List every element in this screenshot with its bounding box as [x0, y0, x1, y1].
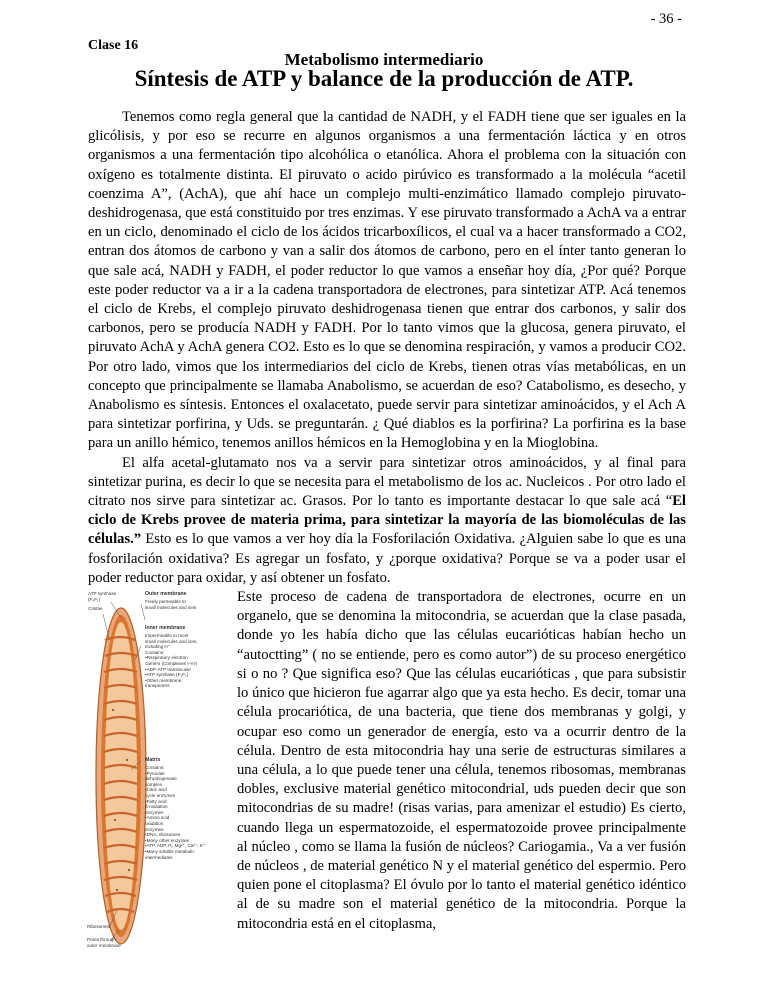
- paragraph-2-after: Esto es lo que vamos a ver hoy día la Fosforilación Oxidativa. ¿Alguien sabe lo que es una fosforilación oxidativa? Es agregar un fosfato, y ¿porque oxidativa? Porque se va a poder usar el poder reductor para oxidar, y así obtener un fosfato.: [88, 531, 686, 586]
- paragraph-2-before: El alfa acetal-glutamato nos va a servir para sintetizar otros aminoácidos, y al final para sintetizar purina, es decir lo que se necesita para el metabolismo de los ac. Nucleicos . Por otro lado el citrato nos sirve para sintetizar ac. Grasos. Por lo tanto es importante destacar lo que sale acá “: [88, 454, 686, 510]
- subtitle: Metabolismo intermediario: [284, 50, 484, 69]
- paragraph-2: [88, 454, 686, 588]
- label-cristae: Cristae: [88, 606, 103, 612]
- paragraph-2-bold: El ciclo de Krebs provee de materia prima, para sintetizar la mayoría de las biomoléculas de las células.”: [88, 493, 686, 548]
- mitochondria-figure: [87, 590, 229, 963]
- label-inner-membrane-desc: Impermeable to most small molecules and ions, including H⁺ Contains: •Respiratory electron carriers (Complexes I–IV) •ADP-ATP translocase •ATP synthase (F₀F₁) •Other membrane transporters: [145, 633, 198, 689]
- label-matrix-desc: Contains: •Pyruvate dehydrogenase complex •Citric acid cycle enzymes •Fatty acid β-oxidation enzymes •Amino acid oxidation enzymes •DNA, ribosomes •Many other enzymes •ATP, ADP, Pᵢ, Mg²⁺, Ca²⁺, K⁺ •Many soluble metabolic intermediates: [145, 765, 206, 860]
- paragraph-3: Este proceso de cadena de transportadora de electrones, ocurre en un organelo, que se denomina la mitocondria, se acuerdan que la clase pasada, donde yo les había dicho que las células eucarióticas habían hecho un “autoctting” ( no se entiende, pero es como autor”) de su proceso energético si o no ? Que significa eso? Que las células eucarióticas , que para subsistir lo único que hicieron fue agarrar algo que ya esta hecho. Es decir, tomar una célula procariótica, de una bacteria, que tiene dos membranas y golgi, y ocupar eso como un generador de energía, esto va a ocurrir dentro de la célula. Dentro de esta mitocondria hay una serie de estructuras similares a una célula, a lo que puede tener una célula, tenemos ribosomas, membranas dobles, exclusive material genético mitocondrial, uds pueden decir que son mitocondrias de su madre! (risas varias, para amenizar el estudio) Es cierto, cuando llega un espermatozoide, el espermatozoide provee principalmente al núcleo , como se llama la fusión de núcleos? Cariogamia., Va a ver fusión de núcleos , de material genético N y el material genético del espermio. Pero quien pone el citoplasma? El óvulo por lo tanto el material genético idéntico al de su madre son el material genético de la mitocondria. Porque la mitocondria está en el citoplasma,: [237, 589, 686, 932]
- label-pores: Pores through outer membrane: [87, 937, 121, 948]
- label-atp-synthase: ATP synthase (F₀F₁): [88, 591, 117, 602]
- label-inner-membrane: Inner membrane: [145, 625, 186, 632]
- page-title: Síntesis de ATP y balance de la producción de ATP.: [134, 66, 634, 91]
- class-label: Clase 16: [88, 38, 139, 53]
- page-number: - 36 -: [650, 11, 682, 27]
- label-outer-membrane-desc: Freely permeable to small molecules and ions: [145, 599, 197, 610]
- label-matrix: Matrix: [145, 757, 161, 764]
- label-ribosomes: Ribosomes: [87, 924, 110, 930]
- label-outer-membrane: Outer membrane: [145, 591, 187, 598]
- body-text: [88, 108, 686, 963]
- paragraph-1: Tenemos como regla general que la cantidad de NADH, y el FADH tiene que ser iguales en la glicólisis, y por eso se recurre en algunos organismos a una fermentación láctica y en otros organismos a una fermentación tipo alcohólica o etanólica. Ahora el problema con la situación con oxígeno es totalmente distinta. El piruvato o acido pirúvico es transformado a la molécula “acetil coenzima A”, (AchA), que ahí hace un complejo multi-enzimático llamado complejo piruvato-deshidrogenasa, que está constituido por tres enzimas. Y ese piruvato transformado a AchA va a entrar en un ciclo, denominado el ciclo de los ácidos tricarboxílicos, el cual va a hacer transformado a CO2, entran dos átomos de carbono y van a salir dos átomos de carbono, pero en el ínter tanto generan lo que sale acá, NADH y FADH, el poder reductor lo que vamos a enseñar hoy día, ¿Por qué? Porque este poder reductor va a ir a la cadena transportadora de electrones, para sintetizar ATP. Acá tenemos el ciclo de Krebs, el complejo piruvato deshidrogenasa tienen que entrar dos carbonos, y salir dos carbonos, pero se producía NADH y FADH. Por lo tanto vimos que la glucosa, genera piruvato, el piruvato AchA y AchA genera CO2. Esto es lo que se denomina respiración, y vamos a producir CO2. Por otro lado, vimos que los intermediarios del ciclo de Krebs, tienen otras vías metabólicas, en un concepto que principalmente se llamaba Anabolismo, se acuerdan de eso? Catabolismo, es desecho, y Anabolismo es síntesis. Entonces el oxalacetato, puede servir para sintetizar aminoácidos, y el Ach A para sintetizar porfirina, y Uds. se preguntarán. ¿ Qué diablos es la porfirina? La porfirina es la base para un anillo hémico, tenemos anillos hémicos en la Hemoglobina y en la Mioglobina.: [88, 109, 686, 452]
